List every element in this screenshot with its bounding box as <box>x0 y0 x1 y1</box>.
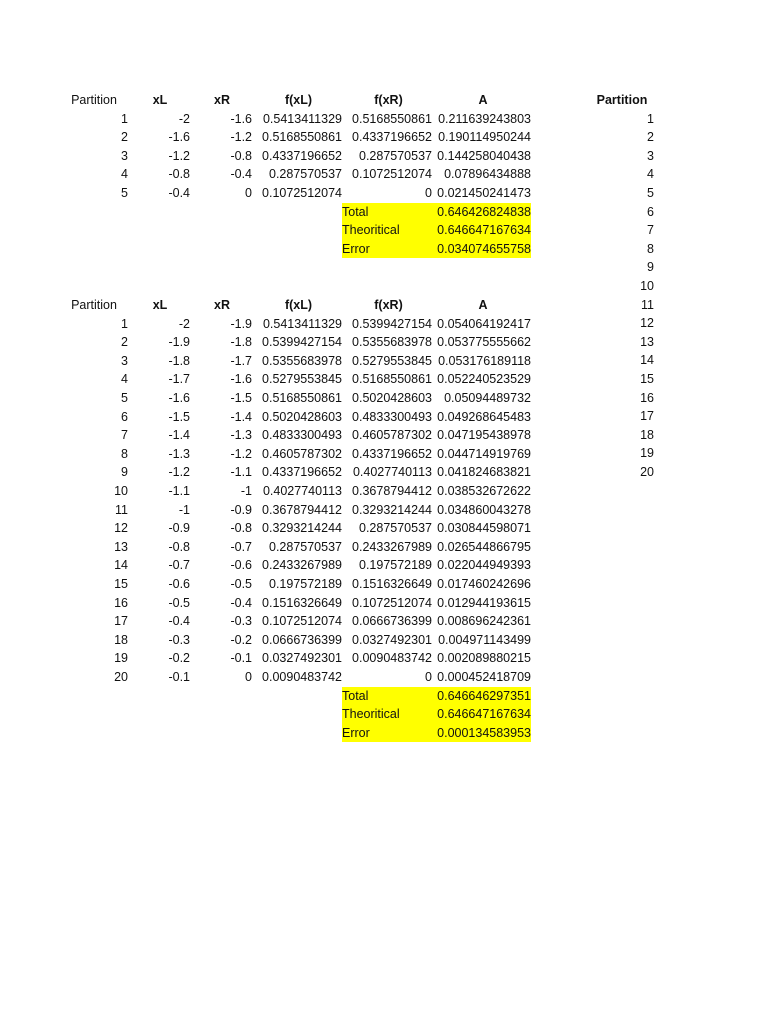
xl-cell[interactable]: -0.3 <box>168 632 190 647</box>
fxr-cell[interactable]: 0.1516326649 <box>352 577 432 591</box>
table1-header-a: A <box>478 93 488 107</box>
xl-cell[interactable]: -0.4 <box>168 614 190 629</box>
right-column-row <box>0 240 768 259</box>
fxr-cell[interactable]: 0.5399427154 <box>352 316 432 331</box>
table-row <box>0 631 768 650</box>
a-cell[interactable]: 0.05094489732 <box>444 391 531 405</box>
table1-header-xr: xR <box>214 93 230 107</box>
a-cell[interactable]: 0.07896434888 <box>444 167 531 182</box>
right-partition-number[interactable]: 2 <box>647 130 654 145</box>
summary-label[interactable]: Error <box>342 724 432 743</box>
table2-header-partition: Partition <box>71 298 117 312</box>
fxr-cell[interactable]: 0.3293214244 <box>352 502 432 517</box>
summary-value[interactable]: 0.646426824838 <box>432 203 531 222</box>
fxr-cell[interactable]: 0.2433267989 <box>352 539 432 554</box>
xl-cell[interactable]: -2 <box>178 111 190 126</box>
fxr-cell[interactable]: 0 <box>425 670 432 684</box>
right-column-row <box>0 389 768 408</box>
fxr-cell[interactable]: 0.5355683978 <box>352 335 432 350</box>
right-partition-number[interactable]: 17 <box>640 409 654 424</box>
right-column-row <box>0 277 768 296</box>
xl-cell[interactable]: -1.6 <box>168 130 190 145</box>
xl-cell[interactable]: -0.2 <box>168 651 190 666</box>
right-column-row <box>0 407 768 426</box>
partition-cell[interactable]: 16 <box>114 595 128 610</box>
a-cell[interactable]: 0.012944193615 <box>437 595 531 610</box>
fxl-cell[interactable]: 0.1072512074 <box>262 186 342 200</box>
fxl-cell[interactable]: 0.0090483742 <box>262 670 342 684</box>
right-column-row <box>0 426 768 445</box>
partition-cell[interactable]: 2 <box>121 130 128 145</box>
xr-cell[interactable]: -1.6 <box>230 372 252 387</box>
right-column-row <box>0 370 768 389</box>
xr-cell[interactable]: -1.2 <box>230 446 252 461</box>
xl-cell[interactable]: -1 <box>178 502 190 517</box>
partition-cell[interactable]: 10 <box>114 484 128 498</box>
a-cell[interactable]: 0.211639243803 <box>438 111 531 126</box>
fxr-cell[interactable]: 0.4833300493 <box>352 409 432 424</box>
fxr-cell[interactable]: 0.0666736399 <box>352 614 432 629</box>
table1-header-partition: Partition <box>71 93 117 107</box>
partition-cell[interactable]: 15 <box>114 577 128 591</box>
a-cell[interactable]: 0.034860043278 <box>437 502 531 517</box>
right-partition-number[interactable]: 14 <box>640 353 654 368</box>
a-cell[interactable]: 0.047195438978 <box>437 428 531 443</box>
a-cell[interactable]: 0.053176189118 <box>438 353 531 368</box>
table2-header-xr: xR <box>214 298 230 312</box>
xl-cell[interactable]: -1.2 <box>168 148 190 163</box>
right-partition-number[interactable]: 12 <box>640 316 654 331</box>
right-partition-number[interactable]: 16 <box>640 390 654 405</box>
xr-cell[interactable]: -1.7 <box>230 353 252 368</box>
a-cell[interactable]: 0.044714919769 <box>437 446 531 461</box>
partition-cell[interactable]: 11 <box>115 502 128 517</box>
fxl-cell[interactable]: 0.5168550861 <box>262 391 342 405</box>
xl-cell[interactable]: -1.6 <box>168 391 190 405</box>
fxr-cell[interactable]: 0.4605787302 <box>352 428 432 443</box>
fxl-cell[interactable]: 0.5413411329 <box>262 316 342 331</box>
right-column-row <box>0 128 768 147</box>
table1-header-fxr: f(xR) <box>374 93 403 107</box>
fxr-cell[interactable]: 0.5168550861 <box>352 372 432 387</box>
partition-cell[interactable]: 13 <box>114 539 128 554</box>
table2-summary-row <box>0 724 768 743</box>
summary-value[interactable]: 0.646647167634 <box>432 705 531 724</box>
xr-cell[interactable]: -1.5 <box>230 391 252 405</box>
right-partition-number[interactable]: 6 <box>647 204 654 219</box>
fxl-cell[interactable]: 0.287570537 <box>269 167 342 182</box>
partition-cell[interactable]: 18 <box>114 632 128 647</box>
summary-label[interactable]: Theoritical <box>342 221 432 240</box>
table-row <box>0 575 768 594</box>
fxl-cell[interactable]: 0.1516326649 <box>262 595 342 610</box>
right-partition-number[interactable]: 9 <box>647 260 654 275</box>
table2-header-fxl: f(xL) <box>284 298 313 312</box>
right-column-row <box>0 147 768 166</box>
right-column-header-row <box>0 91 768 110</box>
a-cell[interactable]: 0.049268645483 <box>437 409 531 424</box>
partition-cell[interactable]: 5 <box>121 186 128 200</box>
xr-cell[interactable]: -1.3 <box>230 428 252 443</box>
right-column-row <box>0 463 768 482</box>
partition-cell[interactable]: 14 <box>114 558 128 573</box>
summary-value[interactable]: 0.000134583953 <box>432 724 531 743</box>
summary-value[interactable]: 0.034074655758 <box>432 240 531 259</box>
xr-cell[interactable]: -1.4 <box>230 409 252 424</box>
xl-cell[interactable]: -0.8 <box>168 167 190 182</box>
fxr-cell[interactable]: 0 <box>425 186 432 200</box>
partition-cell[interactable]: 12 <box>114 521 128 536</box>
right-partition-number[interactable]: 3 <box>647 148 654 163</box>
right-partition-number[interactable]: 8 <box>647 241 654 256</box>
fxl-cell[interactable]: 0.5020428603 <box>262 409 342 424</box>
fxr-cell[interactable]: 0.5279553845 <box>352 353 432 368</box>
summary-value[interactable]: 0.646647167634 <box>432 221 531 240</box>
table-row <box>0 519 768 538</box>
right-column-row <box>0 184 768 203</box>
xr-cell[interactable]: -1.2 <box>230 130 252 145</box>
fxr-cell[interactable]: 0.197572189 <box>359 558 432 573</box>
xl-cell[interactable]: -1.3 <box>168 446 190 461</box>
a-cell[interactable]: 0.190114950244 <box>438 130 531 145</box>
fxl-cell[interactable]: 0.4337196652 <box>262 148 342 163</box>
fxl-cell[interactable]: 0.4833300493 <box>262 428 342 443</box>
xl-cell[interactable]: -2 <box>178 316 190 331</box>
summary-label[interactable]: Total <box>342 203 432 222</box>
fxl-cell[interactable]: 0.4337196652 <box>262 465 342 480</box>
partition-cell[interactable]: 1 <box>121 111 128 126</box>
xl-cell[interactable]: -0.6 <box>168 577 190 591</box>
a-cell[interactable]: 0.052240523529 <box>437 372 531 387</box>
xr-cell[interactable]: -0.8 <box>230 148 252 163</box>
right-partition-header: Partition <box>596 93 648 107</box>
partition-cell[interactable]: 4 <box>121 167 128 182</box>
fxr-cell[interactable]: 0.3678794412 <box>352 484 432 498</box>
a-cell[interactable]: 0.022044949393 <box>437 558 531 573</box>
xr-cell[interactable]: -0.9 <box>230 502 252 517</box>
partition-cell[interactable]: 5 <box>121 391 128 405</box>
right-partition-number[interactable]: 5 <box>647 186 654 200</box>
a-cell[interactable]: 0.021450241473 <box>437 186 531 200</box>
partition-cell[interactable]: 19 <box>114 651 128 666</box>
partition-cell[interactable]: 7 <box>121 428 128 443</box>
table-row <box>0 668 768 687</box>
partition-cell[interactable]: 3 <box>121 353 128 368</box>
right-partition-number[interactable]: 1 <box>647 111 654 126</box>
a-cell[interactable]: 0.008696242361 <box>437 614 531 629</box>
partition-cell[interactable]: 4 <box>121 372 128 387</box>
table1-header-xl: xL <box>152 93 168 107</box>
right-column-row <box>0 314 768 333</box>
fxl-cell[interactable]: 0.5355683978 <box>262 353 342 368</box>
partition-cell[interactable]: 8 <box>121 446 128 461</box>
fxl-cell[interactable]: 0.3678794412 <box>262 502 342 517</box>
summary-label[interactable]: Theoritical <box>342 705 432 724</box>
table-row <box>0 501 768 520</box>
partition-cell[interactable]: 9 <box>121 465 128 480</box>
table2-header-fxr: f(xR) <box>374 298 403 312</box>
right-column-row <box>0 296 768 315</box>
fxr-cell[interactable]: 0.4337196652 <box>352 130 432 145</box>
right-column-row <box>0 351 768 370</box>
fxr-cell[interactable]: 0.287570537 <box>359 148 432 163</box>
table-row <box>0 649 768 668</box>
table-row <box>0 556 768 575</box>
xl-cell[interactable]: -0.5 <box>168 595 190 610</box>
xl-cell[interactable]: -0.9 <box>168 521 190 536</box>
right-column-row <box>0 165 768 184</box>
right-partition-number[interactable]: 7 <box>647 223 654 238</box>
right-partition-number[interactable]: 11 <box>641 297 654 312</box>
xr-cell[interactable]: -1 <box>240 484 252 498</box>
table2-header-a: A <box>478 298 488 312</box>
right-partition-number[interactable]: 15 <box>640 372 654 386</box>
fxl-cell[interactable]: 0.287570537 <box>269 539 342 554</box>
right-partition-number[interactable]: 13 <box>640 334 654 349</box>
xr-cell[interactable]: 0 <box>245 670 252 684</box>
fxr-cell[interactable]: 0.0090483742 <box>352 651 432 666</box>
xl-cell[interactable]: -1.1 <box>168 484 190 498</box>
right-partition-number[interactable]: 19 <box>640 446 654 461</box>
a-cell[interactable]: 0.026544866795 <box>437 539 531 554</box>
table-row <box>0 538 768 557</box>
a-cell[interactable]: 0.030844598071 <box>437 521 531 536</box>
right-partition-number[interactable]: 10 <box>640 279 654 293</box>
fxr-cell[interactable]: 0.287570537 <box>359 521 432 536</box>
right-partition-number[interactable]: 18 <box>640 427 654 442</box>
xr-cell[interactable]: -0.5 <box>230 577 252 591</box>
a-cell[interactable]: 0.054064192417 <box>437 316 531 331</box>
a-cell[interactable]: 0.144258040438 <box>437 148 531 163</box>
fxr-cell[interactable]: 0.4337196652 <box>352 446 432 461</box>
xr-cell[interactable]: -1.9 <box>230 316 252 331</box>
xl-cell[interactable]: -0.8 <box>168 539 190 554</box>
table2-summary-row <box>0 687 768 706</box>
partition-cell[interactable]: 17 <box>114 614 128 629</box>
partition-cell[interactable]: 6 <box>121 409 128 424</box>
right-column-row <box>0 333 768 352</box>
summary-label[interactable]: Error <box>342 240 432 259</box>
fxl-cell[interactable]: 0.4605787302 <box>262 446 342 461</box>
xl-cell[interactable]: -1.2 <box>168 465 190 480</box>
fxr-cell[interactable]: 0.0327492301 <box>352 632 432 647</box>
xl-cell[interactable]: -1.9 <box>168 335 190 350</box>
xr-cell[interactable]: -0.6 <box>230 558 252 573</box>
partition-cell[interactable]: 2 <box>121 335 128 350</box>
table2-summary-row <box>0 705 768 724</box>
fxr-cell[interactable]: 0.1072512074 <box>352 167 432 182</box>
right-partition-number[interactable]: 4 <box>647 167 654 182</box>
a-cell[interactable]: 0.017460242696 <box>437 577 531 591</box>
partition-cell[interactable]: 1 <box>121 316 128 331</box>
xl-cell[interactable]: -1.4 <box>168 428 190 443</box>
xr-cell[interactable]: -0.4 <box>230 595 252 610</box>
a-cell[interactable]: 0.041824683821 <box>437 465 531 480</box>
fxr-cell[interactable]: 0.4027740113 <box>352 465 432 480</box>
fxr-cell[interactable]: 0.5020428603 <box>352 391 432 405</box>
fxl-cell[interactable]: 0.5399427154 <box>262 335 342 350</box>
right-column-row <box>0 203 768 222</box>
xr-cell[interactable]: -0.3 <box>230 614 252 629</box>
xr-cell[interactable]: -0.4 <box>230 167 252 182</box>
xr-cell[interactable]: -0.8 <box>230 521 252 536</box>
table-row <box>0 612 768 631</box>
xl-cell[interactable]: -0.1 <box>168 670 190 684</box>
xl-cell[interactable]: -0.4 <box>168 186 190 200</box>
a-cell[interactable]: 0.004971143499 <box>438 632 531 647</box>
xr-cell[interactable]: -1.6 <box>230 111 252 126</box>
fxl-cell[interactable]: 0.2433267989 <box>262 558 342 573</box>
partition-cell[interactable]: 20 <box>114 670 128 684</box>
xr-cell[interactable]: -1.1 <box>230 465 252 480</box>
right-column-row <box>0 444 768 463</box>
fxl-cell[interactable]: 0.5168550861 <box>262 130 342 145</box>
a-cell[interactable]: 0.038532672622 <box>437 484 531 498</box>
a-cell[interactable]: 0.000452418709 <box>437 670 531 684</box>
fxl-cell[interactable]: 0.5413411329 <box>262 111 342 126</box>
fxl-cell[interactable]: 0.0666736399 <box>262 632 342 647</box>
partition-cell[interactable]: 3 <box>121 148 128 163</box>
xr-cell[interactable]: -1.8 <box>230 335 252 350</box>
table2-header-xl: xL <box>152 298 168 312</box>
xl-cell[interactable]: -1.7 <box>168 372 190 387</box>
right-column-row <box>0 258 768 277</box>
fxl-cell[interactable]: 0.4027740113 <box>262 484 342 498</box>
right-column-row <box>0 110 768 129</box>
xr-cell[interactable]: -0.2 <box>230 632 252 647</box>
xr-cell[interactable]: -0.7 <box>230 539 252 554</box>
right-partition-number[interactable]: 20 <box>640 465 654 479</box>
fxr-cell[interactable]: 0.1072512074 <box>352 595 432 610</box>
table-row <box>0 482 768 501</box>
xr-cell[interactable]: 0 <box>245 186 252 200</box>
right-column-row <box>0 221 768 240</box>
fxl-cell[interactable]: 0.1072512074 <box>262 614 342 629</box>
xl-cell[interactable]: -1.8 <box>168 353 190 368</box>
a-cell[interactable]: 0.053775555662 <box>437 335 531 350</box>
summary-value[interactable]: 0.646646297351 <box>432 687 531 706</box>
fxl-cell[interactable]: 0.0327492301 <box>262 651 342 666</box>
fxr-cell[interactable]: 0.5168550861 <box>352 111 432 126</box>
table1-header-fxl: f(xL) <box>284 93 313 107</box>
table-row <box>0 594 768 613</box>
fxl-cell[interactable]: 0.197572189 <box>269 577 342 591</box>
fxl-cell[interactable]: 0.5279553845 <box>262 372 342 387</box>
xl-cell[interactable]: -1.5 <box>168 409 190 424</box>
xl-cell[interactable]: -0.7 <box>168 558 190 573</box>
fxl-cell[interactable]: 0.3293214244 <box>262 521 342 536</box>
a-cell[interactable]: 0.002089880215 <box>437 651 531 666</box>
summary-label[interactable]: Total <box>342 687 432 706</box>
xr-cell[interactable]: -0.1 <box>230 651 252 666</box>
